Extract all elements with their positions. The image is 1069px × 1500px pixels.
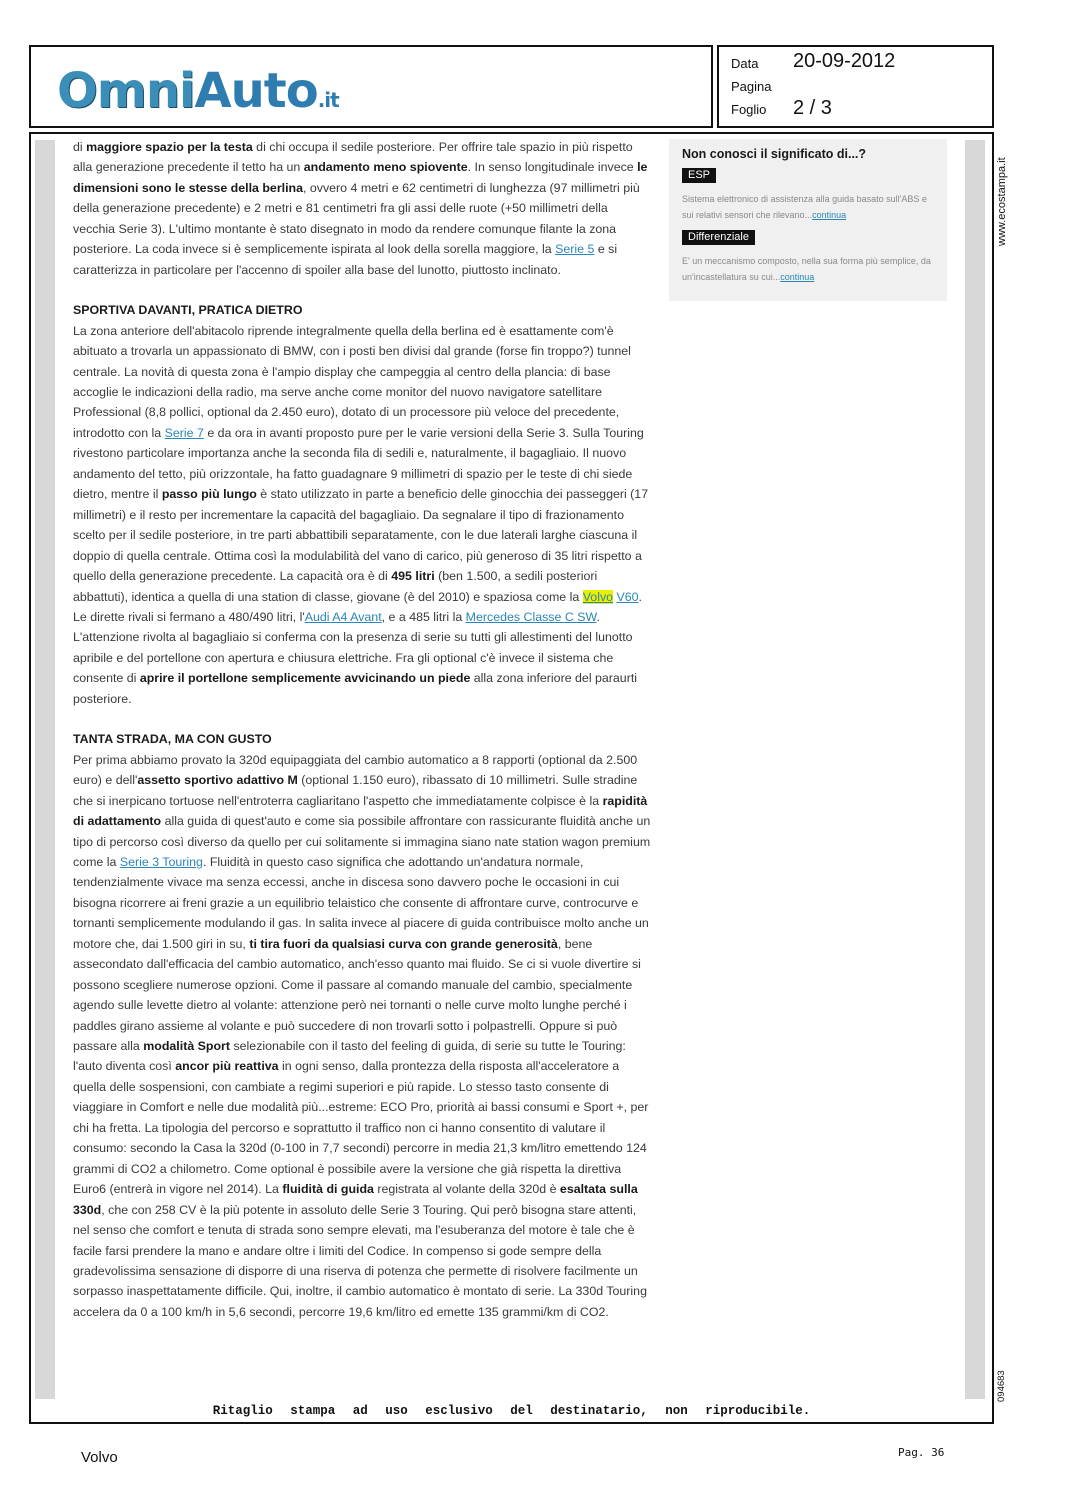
- bold-phrase: passo più lungo: [161, 487, 257, 502]
- section-heading-1: SPORTIVA DAVANTI, PRATICA DIETRO: [73, 303, 303, 318]
- foglio-label: Foglio: [731, 102, 767, 117]
- bold-phrase: aprire il portellone semplicemente avvicinando un piede: [139, 671, 471, 686]
- model-link[interactable]: Serie 5: [555, 242, 595, 257]
- data-label: Data: [731, 56, 759, 71]
- bold-phrase: maggiore spazio per la testa: [86, 140, 253, 154]
- bold-phrase: assetto sportivo adattivo M: [137, 773, 298, 788]
- bold-phrase: fluidità di guida: [282, 1182, 374, 1197]
- brand-label: Volvo: [81, 1449, 118, 1466]
- glossary-box: [669, 139, 947, 301]
- left-margin-bar: [35, 140, 55, 1399]
- bold-phrase: esaltata sulla 330d: [73, 1182, 638, 1217]
- right-margin-bar: [965, 140, 985, 1399]
- section-heading-2: TANTA STRADA, MA CON GUSTO: [73, 732, 272, 747]
- model-link[interactable]: Audi A4 Avant: [304, 609, 382, 624]
- highlighted-link[interactable]: Volvo: [582, 589, 614, 604]
- masthead: [29, 45, 713, 128]
- glossary-term-differenziale[interactable]: Differenziale: [682, 230, 755, 245]
- bold-phrase: ti tira fuori da qualsiasi curva con grande generosità: [249, 936, 558, 951]
- definition-text: E' un meccanismo composto, nella sua forma più semplice, da un'incastellatura su cui...: [682, 256, 931, 282]
- clipping-code-text: 094683: [996, 1370, 1007, 1402]
- glossary-term-esp[interactable]: ESP: [682, 168, 716, 183]
- continua-link[interactable]: continua: [812, 210, 847, 220]
- model-link[interactable]: V60: [616, 589, 639, 604]
- page-number: Pag. 36: [898, 1446, 945, 1459]
- paragraph-2: La zona anteriore dell'abitacolo riprende integralmente quella della berlina ed è esattamente com'è abituato a trovarla un appassionato di BMW, con i posti ben divisi dal grande (forse fin troppo?) tunnel centrale. La novità di questa zona è l'ampio display che campeggia al centro della plancia: di base accoglie le indicazioni della radio, ma serve anche come monitor del nuovo navigatore satellitare Professional (8,8 pollici, optional da 2.450 euro), dotato di un processore più veloce del precedente, introdotto con la Serie 7 e da ora in avanti proposto pure per le varie versioni della Serie 3. Sulla Touring rivestono particolare importanza anche la seconda fila di sedili e, naturalmente, il bagagliaio. Il nuovo andamento del tetto, più orizzontale, ha fatto guadagnare 9 millimetri di spazio per le teste di chi siede dietro, mentre il passo più lungo è stato utilizzato in parte a beneficio delle ginocchia dei passeggeri (17 millimetri) e il resto per incrementare la capacità del bagagliaio. Da segnalare il tipo di frazionamento scelto per il sedile posteriore, in tre parti abbattibili separatamente, con le due laterali larghe ciascuna il doppio di quella centrale. Ottima così la modulabilità del vano di carico, più generoso di 35 litri rispetto a quello della generazione precedente. La capacità ora è di 495 litri (ben 1.500, a sedili posteriori abbattuti), identica a quella di una station di classe, giovane (è del 2010) e spaziosa come la Volvo V60. Le dirette rivali si fermano a 480/490 litri, l'Audi A4 Avant, e a 485 litri la Mercedes Classe C SW. L'attenzione rivolta al bagagliaio si conferma con la presenza di serie su tutti gli allestimenti del lunotto apribile e del portellone con apertura e chiusura elettriche. Fra gli optional c'è invece il sistema che consente di aprire il portellone semplicemente avvicinando un piede alla zona inferiore del paraurti posteriore.: [73, 323, 649, 706]
- foglio-value: 2 / 3: [793, 97, 832, 119]
- glossary-definition-differenziale: [682, 253, 932, 285]
- bold-phrase: ancor più reattiva: [175, 1059, 279, 1074]
- clipping-code: [996, 1368, 1010, 1402]
- paragraph-1: di maggiore spazio per la testa di chi occupa il sedile posteriore. Per offrire tale spazio in più rispetto alla generazione precedente il tetto ha un andamento meno spiovente. In senso longitudinale invece le dimensioni sono le stesse della berlina, ovvero 4 metri e 62 centimetri di lunghezza (97 millimetri più della generazione precedente) e 2 metri e 81 centimetri fra gli assi delle ruote (+50 millimetri della vecchia Serie 3). L'ultimo montante è stato disegnato in modo da rendere comunque filante la zona posteriore. La coda invece si è semplicemente ispirata al look della sorella maggiore, la Serie 5 e si caratterizza in particolare per l'accenno di spoiler alla base del lunotto, piuttosto inclinato.: [73, 140, 648, 277]
- issue-info-box: [717, 45, 994, 128]
- model-link[interactable]: Mercedes Classe C SW: [465, 609, 597, 624]
- glossary-title: Non conosci il significato di...?: [682, 147, 867, 161]
- definition-text: Sistema elettronico di assistenza alla guida basato sull'ABS e sui relativi sensori che rilevano...: [682, 194, 927, 220]
- usage-notice: Ritaglio stampa ad uso esclusivo del destinatario, non riproducibile.: [212, 1404, 811, 1418]
- pagina-label: Pagina: [731, 79, 772, 94]
- data-value: 20-09-2012: [793, 50, 896, 72]
- glossary-definition-esp: [682, 191, 932, 223]
- logo-auto: Auto: [194, 63, 318, 119]
- omniauto-logo: [57, 63, 339, 119]
- ecostampa-url-text: www.ecostampa.it: [996, 157, 1008, 246]
- bold-phrase: le dimensioni sono le stesse della berlina: [73, 160, 648, 195]
- ecostampa-url: [996, 146, 1010, 246]
- continua-link[interactable]: continua: [780, 272, 815, 282]
- bold-phrase: 495 litri: [391, 569, 435, 584]
- model-link[interactable]: Serie 3 Touring: [119, 854, 203, 869]
- article-body: [73, 137, 653, 1322]
- model-link[interactable]: Serie 7: [164, 425, 204, 440]
- logo-suffix: .it: [317, 88, 339, 112]
- bold-phrase: andamento meno spiovente: [303, 160, 468, 175]
- logo-omni: Omni: [57, 63, 195, 119]
- bold-phrase: modalità Sport: [143, 1039, 231, 1054]
- paragraph-3: Per prima abbiamo provato la 320d equipaggiata del cambio automatico a 8 rapporti (optional da 2.500 euro) e dell'assetto sportivo adattivo M (optional 1.150 euro), ribassato di 10 millimetri. Sulle stradine che si inerpicano tortuose nell'entroterra cagliaritano l'aspetto che immediatamente colpisce è la rapidità di adattamento alla guida di quest'auto e come sia possibile affrontare con rassicurante fluidità anche un tipo di percorso così diverso da quello per cui solitamente si immagina siano nate station wagon premium come la Serie 3 Touring. Fluidità in questo caso significa che adottando un'andatura normale, tendenzialmente vivace ma senza eccessi, anche in discesa sono davvero poche le occasioni in cui bisogna ricorrere ai freni grazie a un equilibrio telaistico che consente di affrontare curve, controcurve e tornanti semplicemente modulando il gas. In salita invece al piacere di guida contribuisce molto anche un motore che, dai 1.500 giri in su, ti tira fuori da qualsiasi curva con grande generosità, bene assecondato dall'efficacia del cambio automatico, anch'esso quanto mai fluido. Se ci si vuole divertire si possono scegliere numerose opzioni. Come il passare al comando manuale del cambio, specialmente agendo sulle levette dietro al volante: attenzione però nei tornanti o nelle curve molto lunghe perché i paddles girano assieme al volante e può succedere di non trovarli sotto i polpastrelli. Oppure si può passare alla modalità Sport selezionabile con il tasto del feeling di guida, di serie su tutte le Touring: l'auto diventa così ancor più reattiva in ogni senso, dalla prontezza della risposta all'acceleratore a quella delle sospensioni, con cambiate a regimi superiori e più rapide. Lo stesso tasto consente di viaggiare in Comfort e nelle due modalità più...estreme: ECO Pro, priorità ai bassi consumi e Sport +, per chi ha fretta. La tipologia del percorso e soprattutto il traffico non ci hanno consentito di valutare il consumo: secondo la Casa la 320d (0-100 in 7,7 secondi) percorre in media 21,3 km/litro emettendo 124 grammi di CO2 a chilometro. Come optional è possibile avere la versione che già rispetta la direttiva Euro6 (entrerà in vigore nel 2014). La fluidità di guida registrata al volante della 320d è esaltata sulla 330d, che con 258 CV è la più potente in assoluto delle Serie 3 Touring. Qui però bisogna stare attenti, nel senso che comfort e tenuta di strada sono sempre elevati, ma l'esuberanza del motore è tale che è facile farsi prendere la mano e andare oltre i limiti del Codice. In compenso si gode sempre della gradevolissima sensazione di disporre di una riserva di potenza che permette di risolvere facilmente un sorpasso inaspettatamente difficile. Qui, inoltre, il cambio automatico è montato di serie. La 330d Touring accelera da 0 a 100 km/h in 5,6 secondi, percorre 19,6 km/litro ed emette 135 grammi/km di CO2.: [73, 752, 651, 1319]
- bold-phrase: rapidità di adattamento: [73, 793, 648, 829]
